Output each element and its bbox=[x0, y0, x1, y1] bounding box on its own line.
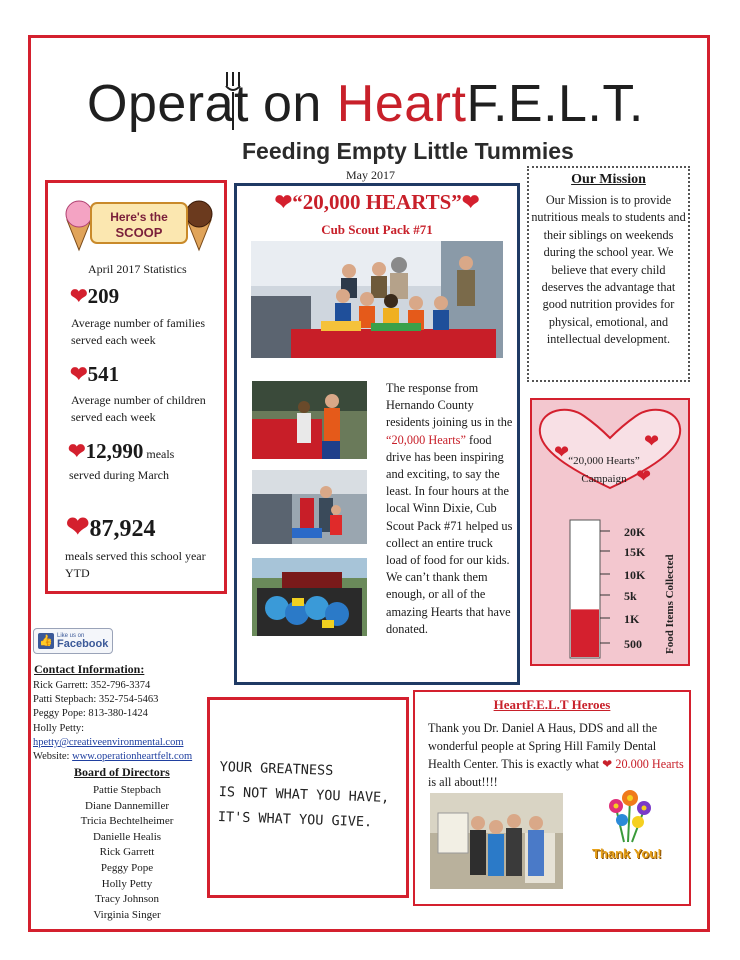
email-link[interactable]: hpetty@creativeenvironmental.com bbox=[33, 736, 184, 748]
title-on: on bbox=[262, 75, 337, 133]
stat-meals-ytd-value: ❤87,924 bbox=[66, 512, 156, 543]
board-member: Peggy Pope bbox=[100, 861, 154, 874]
volunteers-photo bbox=[252, 381, 367, 459]
stat-meals-march-desc: served during March bbox=[69, 468, 169, 482]
axis-label: Food Items Collected bbox=[664, 554, 676, 654]
stat-children-desc: Average number of children served each week bbox=[71, 393, 206, 424]
campaign-label1: “20,000 Hearts” bbox=[568, 455, 640, 467]
handwritten-quote bbox=[217, 755, 405, 836]
ice-cream-scoop-banner bbox=[63, 198, 215, 253]
board-member: Tracy Johnson bbox=[94, 893, 160, 906]
board-member: Danielle Healis bbox=[92, 830, 162, 843]
heart-icon: ❤ bbox=[636, 466, 652, 486]
contact-heading: Contact Information: bbox=[34, 662, 145, 676]
title-felt: F.E.L.T. bbox=[466, 75, 644, 133]
board-member: Pattie Stepbach bbox=[92, 784, 162, 796]
title-operat: Operat bbox=[87, 75, 249, 133]
food-drive-photo bbox=[252, 470, 367, 544]
flowers-icon bbox=[604, 786, 652, 844]
heroes-text: Thank you Dr. Daniel A Haus, DDS and all the wonderful people at Spring Hill Family Dental Health Center. This is exactly what ❤ 20.000 Hearts is all about!!!! bbox=[428, 721, 684, 789]
truck-load-photo bbox=[252, 558, 367, 636]
heroes-heading: HeartF.E.L.T Heroes bbox=[493, 697, 611, 712]
contact-line: Patti Stepbach: 352-754-5463 bbox=[33, 694, 159, 706]
board-member: Virginia Singer bbox=[93, 908, 161, 921]
newsletter-subtitle: Feeding Empty Little Tummies bbox=[242, 138, 574, 164]
issue-date: May 2017 bbox=[346, 168, 395, 182]
board-members bbox=[62, 783, 192, 923]
title-heart: Heart bbox=[336, 75, 467, 133]
board-member: Tricia Bechtelheimer bbox=[80, 815, 174, 828]
thermometer-fill bbox=[571, 609, 599, 657]
quote-line: IS NOT WHAT YOU HAVE, bbox=[218, 783, 390, 806]
contact-line: Holly Petty: bbox=[33, 722, 85, 734]
tick-label: 500 bbox=[624, 637, 642, 651]
cub-scout-group-photo bbox=[251, 241, 503, 358]
thumbs-up-icon: 👍 bbox=[39, 635, 53, 647]
board-member: Rick Garrett bbox=[99, 846, 155, 859]
heart-icon: ❤ bbox=[554, 442, 570, 462]
website-label: Website: bbox=[33, 751, 73, 763]
stats-heading: April 2017 Statistics bbox=[88, 262, 187, 276]
heart-icon: ❤ bbox=[68, 439, 86, 463]
stat-meals-ytd-desc: meals served this school year YTD bbox=[65, 549, 206, 580]
facebook-label: Facebook bbox=[57, 637, 109, 650]
feature-subtitle: Cub Scout Pack #71 bbox=[321, 222, 433, 237]
quote-line: YOUR GREATNESS bbox=[219, 758, 334, 779]
contact-list bbox=[33, 679, 192, 764]
campaign-graphic bbox=[532, 400, 688, 664]
tick-label: 10K bbox=[624, 568, 646, 582]
feature-article: The response from Hernando County residents joining us in the “20,000 Hearts” food drive has been inspiring and exciting, to say the least. In four hours at the local Winn Dixie, Cub Scout Pack #71 helped us collect an entire truck load of food for our kids. We can’t thank them enough, or all of the amazing Hearts that have donated. bbox=[386, 381, 513, 636]
heart-icon: ❤ bbox=[70, 284, 88, 308]
heart-icon: ❤ bbox=[644, 431, 660, 451]
heart-icon: ❤ bbox=[70, 362, 88, 386]
board-member: Diane Dannemiller bbox=[85, 799, 169, 812]
stat-families-value: ❤209 bbox=[70, 284, 120, 308]
stat-families-desc: Average number of families served each week bbox=[71, 316, 206, 347]
scoop-line1: Here's the bbox=[110, 210, 168, 224]
website-link[interactable]: www.operationheartfelt.com bbox=[72, 751, 193, 763]
tick-label: 5k bbox=[624, 589, 637, 603]
mission-text: Our Mission is to provide nutritious meals to students and their siblings on weekends during the school year. We believe that every child deserves the advantage that good nutrition provides for physical, emotional, and intellectual development. bbox=[531, 193, 686, 347]
facebook-like-button[interactable] bbox=[33, 628, 113, 654]
facebook-small-label: Like us on bbox=[57, 632, 85, 639]
mission-heading: Our Mission bbox=[571, 172, 646, 187]
contact-line: Rick Garrett: 352-796-3374 bbox=[33, 680, 151, 691]
contact-line: Peggy Pope: 813-380-1424 bbox=[33, 708, 148, 720]
tick-label: 1K bbox=[624, 612, 640, 626]
dental-staff-photo bbox=[430, 793, 563, 889]
thank-you-text: Thank You! bbox=[592, 846, 662, 861]
stat-children-value: ❤541 bbox=[70, 362, 120, 386]
tick-label: 15K bbox=[624, 545, 646, 559]
newsletter-title bbox=[87, 75, 644, 133]
feature-title: ❤“20,000 HEARTS”❤ bbox=[274, 190, 480, 214]
board-member: Holly Petty bbox=[101, 877, 153, 890]
scoop-line2: SCOOP bbox=[115, 225, 163, 240]
fork-icon bbox=[223, 72, 243, 132]
tick-label: 20K bbox=[624, 525, 646, 539]
quote-line: IT'S WHAT YOU GIVE. bbox=[217, 808, 373, 831]
heart-icon: ❤ bbox=[66, 512, 90, 543]
board-heading: Board of Directors bbox=[74, 765, 170, 779]
stat-meals-march-value: ❤12,990 meals bbox=[68, 439, 175, 463]
campaign-label2: Campaign bbox=[581, 473, 627, 485]
